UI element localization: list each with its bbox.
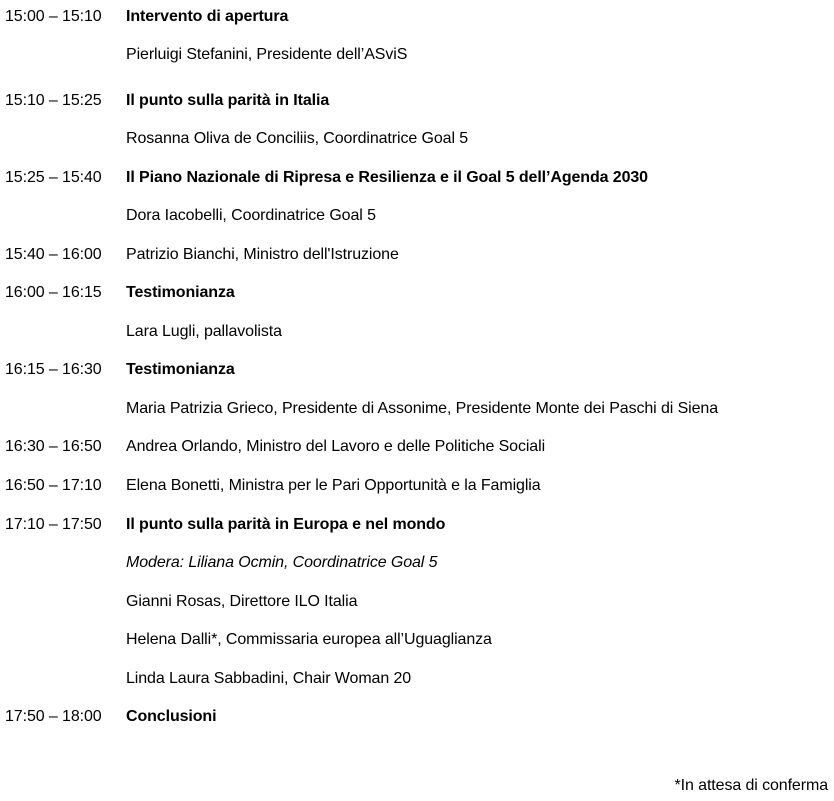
speaker-line: Andrea Orlando, Ministro del Lavoro e delle Politiche Sociali bbox=[126, 438, 546, 455]
speaker-row bbox=[0, 628, 834, 652]
time-slot: 16:50 – 17:10 bbox=[5, 477, 102, 494]
session-title: Il punto sulla parità in Italia bbox=[126, 92, 330, 109]
speaker-row bbox=[0, 43, 834, 67]
schedule-row bbox=[0, 5, 834, 29]
speaker-line: Pierluigi Stefanini, Presidente dell’ASviS bbox=[126, 46, 408, 63]
speaker-row bbox=[0, 397, 834, 421]
time-slot: 16:00 – 16:15 bbox=[5, 284, 102, 301]
speaker-row bbox=[0, 590, 834, 614]
schedule-row bbox=[0, 281, 834, 305]
schedule-row bbox=[0, 474, 834, 498]
schedule-row bbox=[0, 435, 834, 459]
schedule-row bbox=[0, 513, 834, 537]
time-slot: 17:50 – 18:00 bbox=[5, 708, 102, 725]
schedule-row bbox=[0, 243, 834, 267]
time-slot: 15:40 – 16:00 bbox=[5, 246, 102, 263]
speaker-line: Maria Patrizia Grieco, Presidente di Assonime, Presidente Monte dei Paschi di Siena bbox=[126, 400, 718, 417]
speaker-row bbox=[0, 204, 834, 228]
speaker-line: Linda Laura Sabbadini, Chair Woman 20 bbox=[126, 670, 412, 687]
speaker-line: Rosanna Oliva de Conciliis, Coordinatrice Goal 5 bbox=[126, 130, 469, 147]
time-slot: 16:15 – 16:30 bbox=[5, 361, 102, 378]
session-title: Il punto sulla parità in Europa e nel mondo bbox=[126, 516, 446, 533]
session-title: Intervento di apertura bbox=[126, 8, 289, 25]
session-title: Testimonianza bbox=[126, 361, 235, 378]
speaker-line: Patrizio Bianchi, Ministro dell'Istruzione bbox=[126, 246, 399, 263]
speaker-row bbox=[0, 667, 834, 691]
speaker-row bbox=[0, 127, 834, 151]
time-slot: 15:10 – 15:25 bbox=[5, 92, 102, 109]
speaker-row bbox=[0, 320, 834, 344]
footnote: *In attesa di conferma bbox=[674, 777, 828, 794]
schedule-row bbox=[0, 89, 834, 113]
speaker-line: Lara Lugli, pallavolista bbox=[126, 323, 282, 340]
session-title: Conclusioni bbox=[126, 708, 217, 725]
time-slot: 15:00 – 15:10 bbox=[5, 8, 102, 25]
moderator-row bbox=[0, 551, 834, 575]
speaker-line: Dora Iacobelli, Coordinatrice Goal 5 bbox=[126, 207, 376, 224]
schedule-row bbox=[0, 358, 834, 382]
time-slot: 16:30 – 16:50 bbox=[5, 438, 102, 455]
speaker-line: Helena Dalli*, Commissaria europea all’Uguaglianza bbox=[126, 631, 492, 648]
speaker-line: Gianni Rosas, Direttore ILO Italia bbox=[126, 593, 358, 610]
schedule-row bbox=[0, 166, 834, 190]
session-title: Il Piano Nazionale di Ripresa e Resilienza e il Goal 5 dell’Agenda 2030 bbox=[126, 169, 648, 186]
speaker-line: Elena Bonetti, Ministra per le Pari Opportunità e la Famiglia bbox=[126, 477, 541, 494]
moderator-line: Modera: Liliana Ocmin, Coordinatrice Goal 5 bbox=[126, 554, 438, 571]
time-slot: 15:25 – 15:40 bbox=[5, 169, 102, 186]
schedule-row bbox=[0, 705, 834, 729]
session-title: Testimonianza bbox=[126, 284, 235, 301]
time-slot: 17:10 – 17:50 bbox=[5, 516, 102, 533]
